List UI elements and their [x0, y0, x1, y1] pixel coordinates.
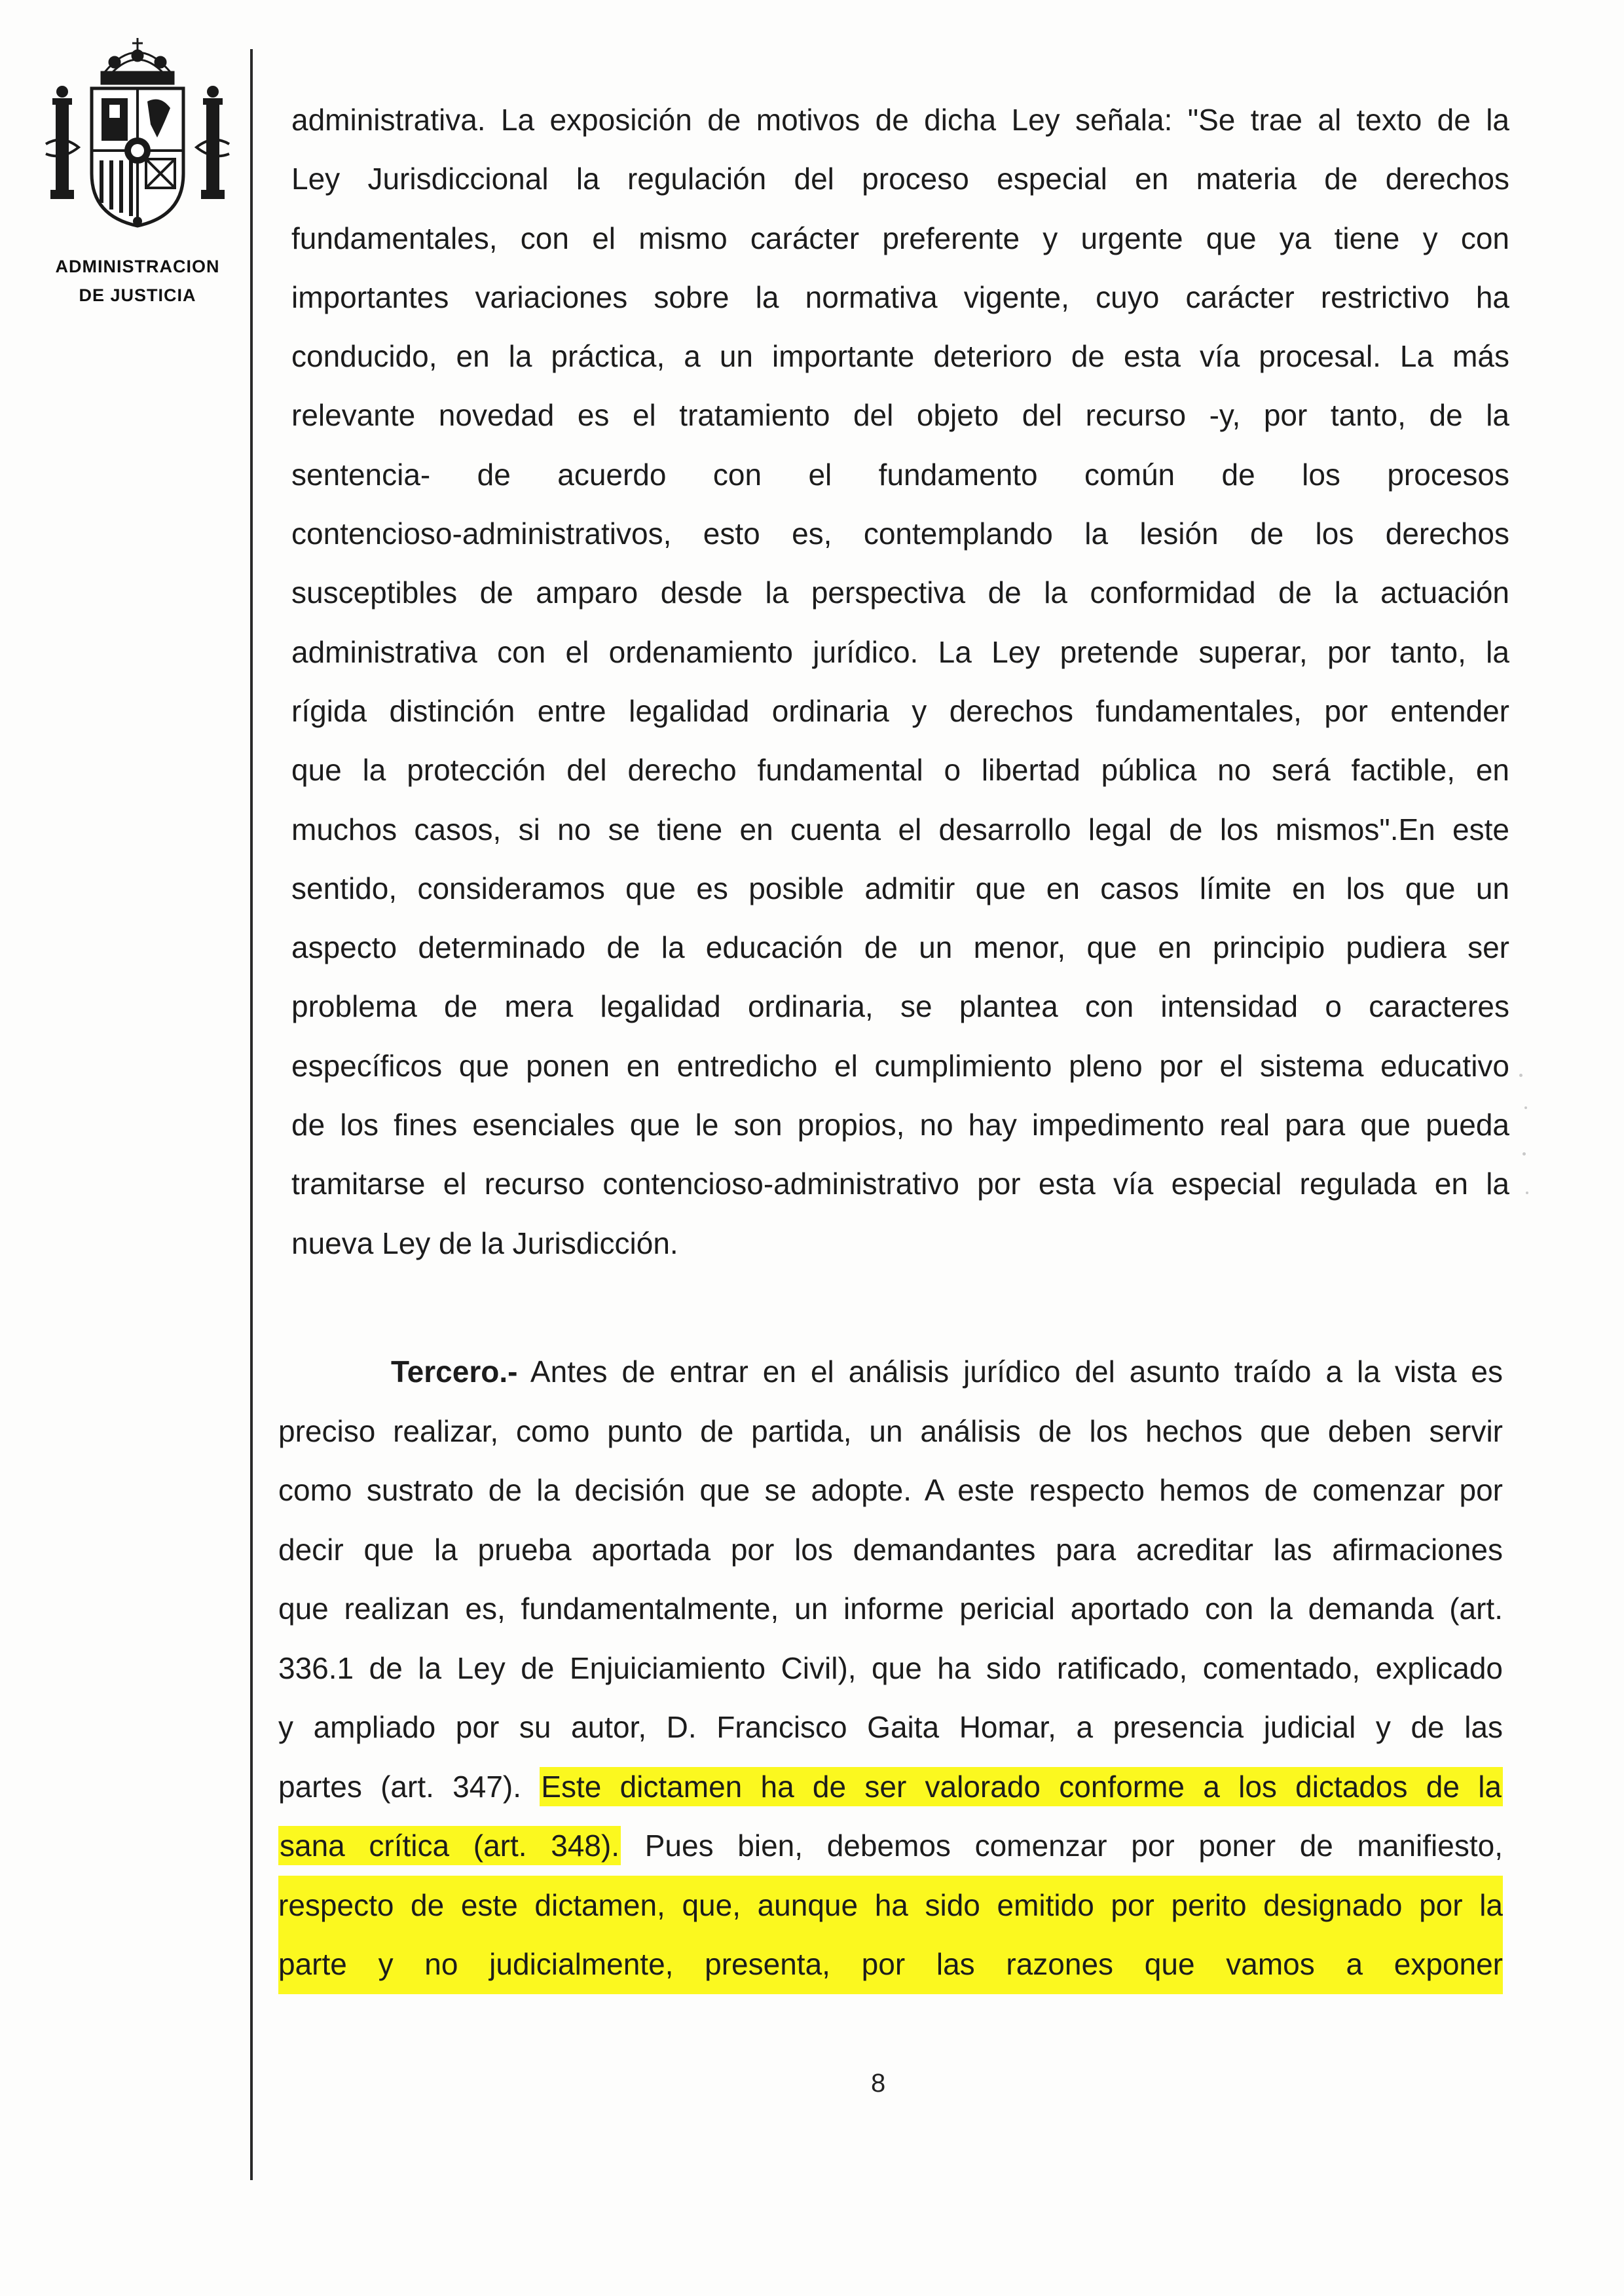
margin-rule	[250, 49, 253, 2180]
text-line: que la protección del derecho fundamental o libertad pública no será factible, en	[291, 753, 1509, 788]
text-line: específicos que ponen en entredicho el cumplimiento pleno por el sistema educativo	[291, 1048, 1509, 1083]
text-line: Ley Jurisdiccional la regulación del proceso especial en materia de derechos	[291, 162, 1509, 196]
text-line: conducido, en la práctica, a un importante deterioro de esta vía procesal. La más	[291, 339, 1509, 374]
text-line: relevante novedad es el tratamiento del objeto del recurso -y, por tanto, de la	[291, 398, 1509, 433]
highlighted-line: respecto de este dictamen, que, aunque ha sido emitido por perito designado por la	[278, 1876, 1503, 1935]
text-line: muchos casos, si no se tiene en cuenta el desarrollo legal de los mismos".En este	[291, 812, 1509, 847]
paragraph-1	[291, 90, 1509, 1273]
text-segment: Pues bien, debemos comenzar por poner de manifiesto,	[621, 1829, 1503, 1863]
highlighted-text: sana crítica (art. 348).	[278, 1826, 621, 1865]
text-line: decir que la prueba aportada por los demandantes para acreditar las afirmaciones	[278, 1532, 1503, 1567]
text-line: problema de mera legalidad ordinaria, se plantea con intensidad o caracteres	[291, 989, 1509, 1024]
highlighted-line: parte y no judicialmente, presenta, por las razones que vamos a exponer	[278, 1935, 1503, 1994]
institution-line2: DE JUSTICIA	[79, 285, 196, 305]
text-segment: Antes de entrar en el análisis jurídico del asunto traído a la vista es	[517, 1355, 1503, 1389]
text-line: de los fines esenciales que le son propios, no hay impedimento real para que pueda	[291, 1108, 1509, 1142]
scan-speck	[1519, 1074, 1522, 1077]
text-line-mixed	[278, 1816, 1503, 1876]
text-line: administrativa. La exposición de motivos de dicha Ley señala: "Se trae al texto de la	[291, 103, 1509, 137]
text-line-heading	[278, 1342, 1503, 1402]
highlighted-text: Este dictamen ha de ser valorado conforme a los dictados de la	[540, 1767, 1503, 1806]
text-line: como sustrato de la decisión que se adopte. A este respecto hemos de comenzar por	[278, 1473, 1503, 1507]
text-line: importantes variaciones sobre la normativa vigente, cuyo carácter restrictivo ha	[291, 280, 1509, 314]
institution-line1: ADMINISTRACION	[55, 257, 220, 276]
text-line: preciso realizar, como punto de partida, un análisis de los hechos que deben servir	[278, 1413, 1503, 1448]
text-line: administrativa con el ordenamiento jurídico. La Ley pretende superar, por tanto, la	[291, 634, 1509, 669]
scan-speck	[1524, 1106, 1527, 1109]
text-line: contencioso-administrativos, esto es, contemplando la lesión de los derechos	[291, 517, 1509, 551]
text-line: nueva Ley de la Jurisdicción.	[291, 1226, 678, 1260]
text-line: fundamentales, con el mismo carácter preferente y urgente que ya tiene y con	[291, 221, 1509, 255]
text-line: 336.1 de la Ley de Enjuiciamiento Civil), que ha sido ratificado, comentado, explicado	[278, 1650, 1503, 1685]
text-line: rígida distinción entre legalidad ordinaria y derechos fundamentales, por entender	[291, 693, 1509, 728]
scan-speck	[1526, 1192, 1528, 1194]
text-segment: partes (art. 347).	[278, 1769, 540, 1804]
paragraph-2	[278, 1342, 1503, 1994]
text-line: sentido, consideramos que es posible admitir que en casos límite en los que un	[291, 871, 1509, 905]
section-heading: Tercero.-	[391, 1355, 518, 1389]
text-line: que realizan es, fundamentalmente, un informe pericial aportado con la demanda (art.	[278, 1592, 1503, 1626]
page-number: 8	[871, 2069, 886, 2098]
text-line: aspecto determinado de la educación de un menor, que en principio pudiera ser	[291, 930, 1509, 965]
scan-speck	[1522, 1152, 1526, 1156]
text-line: sentencia- de acuerdo con el fundamento común de los procesos	[291, 457, 1509, 492]
spanish-coat-of-arms-icon	[36, 26, 239, 236]
text-line: susceptibles de amparo desde la perspectiva de la conformidad de la actuación	[291, 575, 1509, 610]
institution-label	[26, 252, 249, 310]
text-line: y ampliado por su autor, D. Francisco Gaita Homar, a presencia judicial y de las	[278, 1710, 1503, 1744]
text-line-mixed	[278, 1757, 1503, 1817]
text-line: tramitarse el recurso contencioso-administrativo por esta vía especial regulada en la	[291, 1167, 1509, 1201]
